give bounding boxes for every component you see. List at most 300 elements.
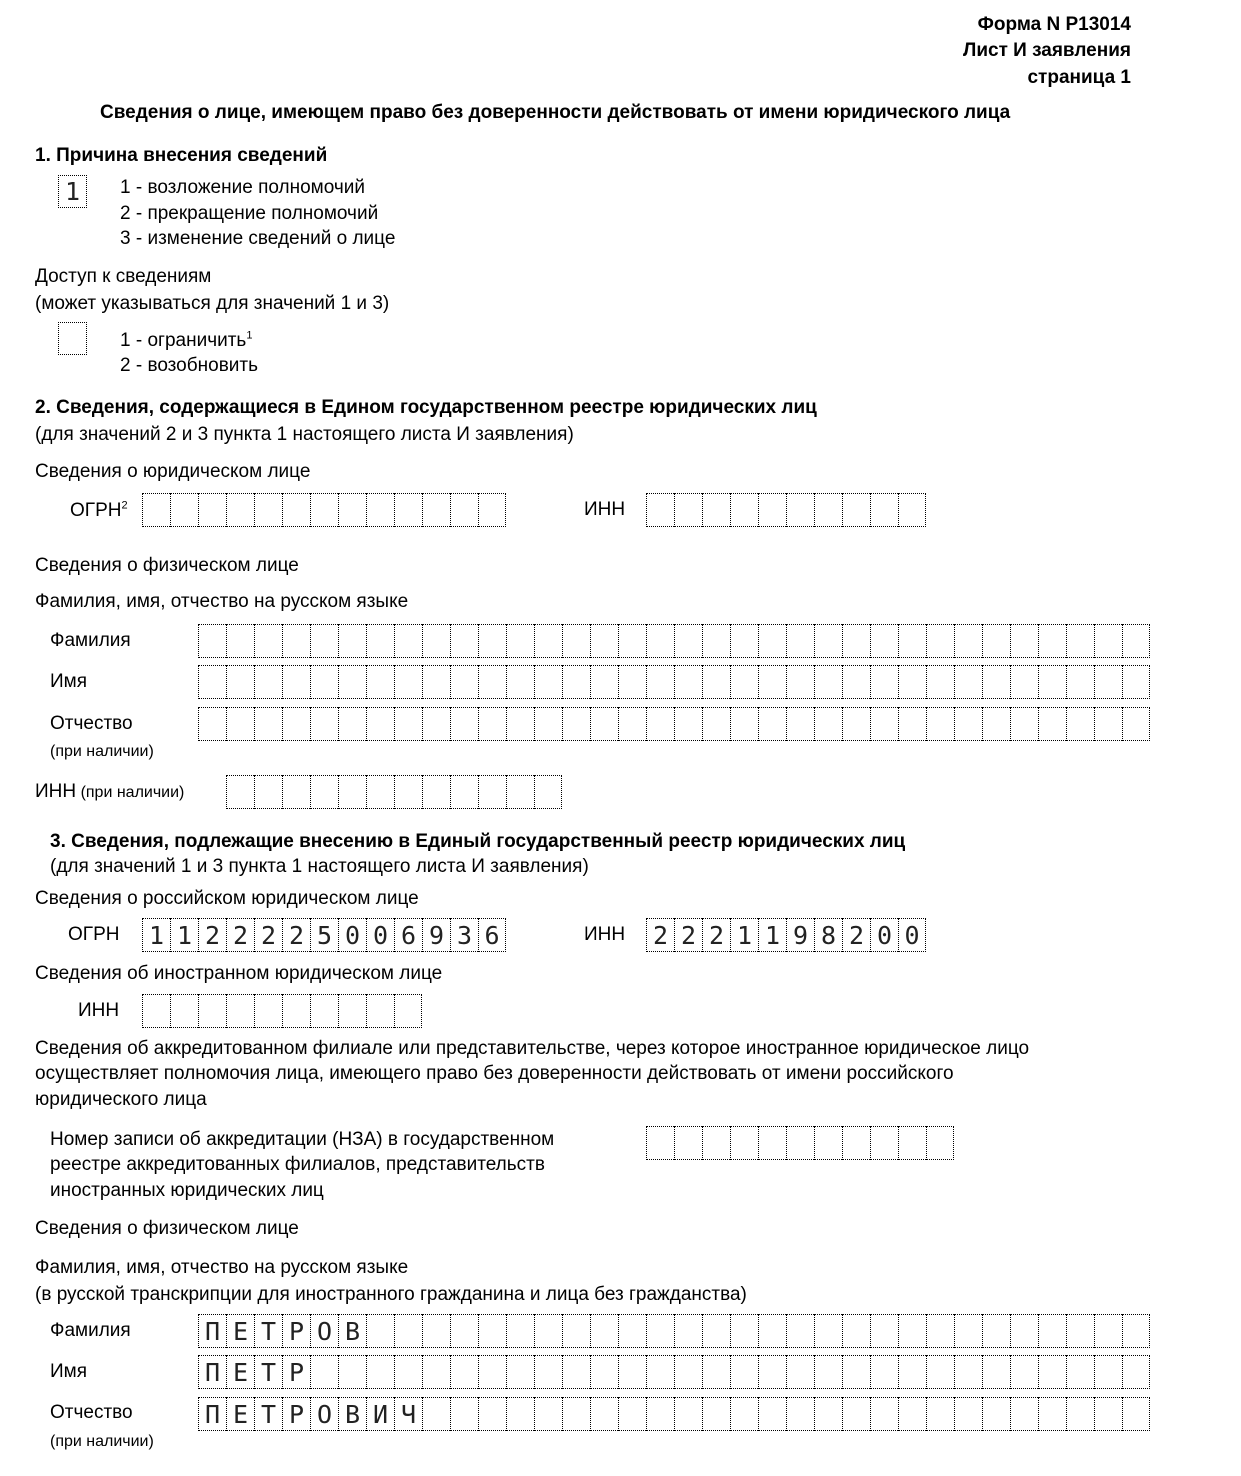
s2-patronymic-field-cell[interactable]	[1094, 707, 1122, 741]
access-field[interactable]	[58, 322, 87, 355]
s2-patronymic-field-cell[interactable]	[982, 707, 1010, 741]
s2-ogrn-field-cell[interactable]	[422, 493, 450, 527]
s3-nza-field-cell[interactable]	[870, 1126, 898, 1160]
s2-patronymic-field-cell[interactable]	[926, 707, 954, 741]
s2-patronymic-field-cell[interactable]	[366, 707, 394, 741]
s3-foreign-inn-field-cell[interactable]	[142, 994, 170, 1028]
s3-patronymic-field-cell[interactable]: И	[366, 1397, 394, 1431]
s2-name-field-cell[interactable]	[590, 665, 618, 699]
s3-surname-field-cell[interactable]	[422, 1314, 450, 1348]
s2-name-field-cell[interactable]	[674, 665, 702, 699]
s2-patronymic-field-cell[interactable]	[1010, 707, 1038, 741]
s2-ogrn-field-cell[interactable]	[198, 493, 226, 527]
s3-ogrn-field-cell[interactable]: 2	[282, 918, 310, 952]
s3-patronymic-field-cell[interactable]	[422, 1397, 450, 1431]
s3-surname-field-cell[interactable]: Р	[282, 1314, 310, 1348]
s2-surname-field-cell[interactable]	[226, 624, 254, 658]
s3-inn-field-cell[interactable]: 9	[786, 918, 814, 952]
s3-surname-field-cell[interactable]	[478, 1314, 506, 1348]
s2-name-field-cell[interactable]	[534, 665, 562, 699]
s2-surname-field-cell[interactable]	[954, 624, 982, 658]
s3-nza-field-cell[interactable]	[758, 1126, 786, 1160]
s2-surname-field-cell[interactable]	[394, 624, 422, 658]
s3-patronymic-field-cell[interactable]	[1066, 1397, 1094, 1431]
s3-patronymic-field-cell[interactable]	[534, 1397, 562, 1431]
s3-ogrn-field-cell[interactable]: 2	[226, 918, 254, 952]
s3-foreign-inn-field-cell[interactable]	[366, 994, 394, 1028]
s3-name-field-cell[interactable]	[786, 1355, 814, 1389]
s2-ogrn-field-cell[interactable]	[450, 493, 478, 527]
s2-ogrn-field-cell[interactable]	[394, 493, 422, 527]
s3-name-field-cell[interactable]	[478, 1355, 506, 1389]
s2-surname-field[interactable]	[198, 624, 1150, 658]
s2-person-inn-field-cell[interactable]	[506, 775, 534, 809]
s2-name-field-cell[interactable]	[562, 665, 590, 699]
s3-patronymic-field-cell[interactable]	[786, 1397, 814, 1431]
s3-surname-field-cell[interactable]	[450, 1314, 478, 1348]
s3-name-field-cell[interactable]	[702, 1355, 730, 1389]
s3-patronymic-field-cell[interactable]	[842, 1397, 870, 1431]
s3-nza-field-cell[interactable]	[674, 1126, 702, 1160]
s2-ogrn-field-cell[interactable]	[142, 493, 170, 527]
s2-patronymic-field-cell[interactable]	[1066, 707, 1094, 741]
s2-ogrn-field-cell[interactable]	[170, 493, 198, 527]
s3-surname-field-cell[interactable]: О	[310, 1314, 338, 1348]
s3-patronymic-field-cell[interactable]	[1010, 1397, 1038, 1431]
s2-patronymic-field-cell[interactable]	[758, 707, 786, 741]
s2-name-field-cell[interactable]	[1066, 665, 1094, 699]
s3-nza-field[interactable]	[646, 1126, 954, 1160]
s3-patronymic-field-cell[interactable]: Ч	[394, 1397, 422, 1431]
s2-surname-field-cell[interactable]	[422, 624, 450, 658]
s2-patronymic-field-cell[interactable]	[450, 707, 478, 741]
s2-name-field[interactable]	[198, 665, 1150, 699]
s2-ogrn-field-cell[interactable]	[254, 493, 282, 527]
s3-inn-field[interactable]	[646, 918, 926, 952]
s2-name-field-cell[interactable]	[954, 665, 982, 699]
s3-inn-field-cell[interactable]: 8	[814, 918, 842, 952]
s3-inn-field-cell[interactable]: 1	[730, 918, 758, 952]
s2-patronymic-field-cell[interactable]	[618, 707, 646, 741]
s3-name-field-cell[interactable]	[646, 1355, 674, 1389]
s2-patronymic-field-cell[interactable]	[478, 707, 506, 741]
s3-patronymic-field-cell[interactable]	[730, 1397, 758, 1431]
s3-foreign-inn-field-cell[interactable]	[338, 994, 366, 1028]
s3-surname-field-cell[interactable]	[954, 1314, 982, 1348]
s3-surname-field-cell[interactable]	[842, 1314, 870, 1348]
s3-name-field-cell[interactable]	[506, 1355, 534, 1389]
s2-surname-field-cell[interactable]	[590, 624, 618, 658]
s2-name-field-cell[interactable]	[842, 665, 870, 699]
s2-name-field-cell[interactable]	[618, 665, 646, 699]
s3-surname-field-cell[interactable]	[870, 1314, 898, 1348]
s3-surname-field-cell[interactable]	[1122, 1314, 1150, 1348]
s2-person-inn-field-cell[interactable]	[282, 775, 310, 809]
s2-ogrn-field-cell[interactable]	[310, 493, 338, 527]
s3-surname-field-cell[interactable]	[982, 1314, 1010, 1348]
s2-name-field-cell[interactable]	[702, 665, 730, 699]
s2-surname-field-cell[interactable]	[282, 624, 310, 658]
s2-surname-field-cell[interactable]	[702, 624, 730, 658]
s2-patronymic-field-cell[interactable]	[1038, 707, 1066, 741]
s3-name-field-cell[interactable]	[926, 1355, 954, 1389]
s2-surname-field-cell[interactable]	[254, 624, 282, 658]
s2-person-inn-field-cell[interactable]	[366, 775, 394, 809]
s2-surname-field-cell[interactable]	[730, 624, 758, 658]
s2-inn-field-cell[interactable]	[702, 493, 730, 527]
s2-ogrn-field-cell[interactable]	[282, 493, 310, 527]
s2-name-field-cell[interactable]	[786, 665, 814, 699]
s2-name-field-cell[interactable]	[870, 665, 898, 699]
s3-patronymic-field-cell[interactable]	[1038, 1397, 1066, 1431]
s2-surname-field-cell[interactable]	[618, 624, 646, 658]
s3-patronymic-field-cell[interactable]: Р	[282, 1397, 310, 1431]
s2-name-field-cell[interactable]	[366, 665, 394, 699]
s3-surname-field-cell[interactable]	[646, 1314, 674, 1348]
s3-patronymic-field-cell[interactable]	[982, 1397, 1010, 1431]
s2-patronymic-field-cell[interactable]	[198, 707, 226, 741]
s2-inn-field-cell[interactable]	[842, 493, 870, 527]
s3-inn-field-cell[interactable]: 2	[702, 918, 730, 952]
s3-ogrn-field[interactable]	[142, 918, 506, 952]
s3-surname-field-cell[interactable]	[814, 1314, 842, 1348]
s2-person-inn-field-cell[interactable]	[534, 775, 562, 809]
s3-surname-field-cell[interactable]: Е	[226, 1314, 254, 1348]
s2-inn-field-cell[interactable]	[870, 493, 898, 527]
s3-name-field-cell[interactable]	[534, 1355, 562, 1389]
s3-surname-field-cell[interactable]	[926, 1314, 954, 1348]
s2-name-field-cell[interactable]	[646, 665, 674, 699]
s3-name-field-cell[interactable]	[674, 1355, 702, 1389]
s3-nza-field-cell[interactable]	[926, 1126, 954, 1160]
s3-surname-field-cell[interactable]	[730, 1314, 758, 1348]
s3-ogrn-field-cell[interactable]: 6	[478, 918, 506, 952]
s2-ogrn-field-cell[interactable]	[226, 493, 254, 527]
s2-patronymic-field-cell[interactable]	[730, 707, 758, 741]
s2-patronymic-field-cell[interactable]	[898, 707, 926, 741]
s3-name-field-cell[interactable]	[982, 1355, 1010, 1389]
s3-name-field-cell[interactable]: Р	[282, 1355, 310, 1389]
s3-name-field-cell[interactable]	[842, 1355, 870, 1389]
s3-patronymic-field-cell[interactable]: П	[198, 1397, 226, 1431]
s3-name-field-cell[interactable]	[338, 1355, 366, 1389]
s3-patronymic-field-cell[interactable]	[1122, 1397, 1150, 1431]
s2-patronymic-field-cell[interactable]	[842, 707, 870, 741]
s3-nza-field-cell[interactable]	[702, 1126, 730, 1160]
s3-patronymic-field-cell[interactable]	[478, 1397, 506, 1431]
s2-surname-field-cell[interactable]	[786, 624, 814, 658]
s3-inn-field-cell[interactable]: 1	[758, 918, 786, 952]
s3-surname-field-cell[interactable]: П	[198, 1314, 226, 1348]
s2-surname-field-cell[interactable]	[926, 624, 954, 658]
s3-surname-field-cell[interactable]	[702, 1314, 730, 1348]
s3-name-field-cell[interactable]	[366, 1355, 394, 1389]
s2-name-field-cell[interactable]	[730, 665, 758, 699]
s3-name-field-cell[interactable]	[394, 1355, 422, 1389]
s3-surname-field-cell[interactable]	[1094, 1314, 1122, 1348]
s2-name-field-cell[interactable]	[1038, 665, 1066, 699]
s2-surname-field-cell[interactable]	[898, 624, 926, 658]
s2-ogrn-field[interactable]	[142, 493, 506, 527]
s3-patronymic-field-cell[interactable]	[674, 1397, 702, 1431]
s3-surname-field-cell[interactable]	[394, 1314, 422, 1348]
s2-name-field-cell[interactable]	[282, 665, 310, 699]
s3-name-field-cell[interactable]	[422, 1355, 450, 1389]
s3-surname-field-cell[interactable]	[562, 1314, 590, 1348]
s3-foreign-inn-field-cell[interactable]	[198, 994, 226, 1028]
s2-patronymic-field-cell[interactable]	[534, 707, 562, 741]
s2-patronymic-field-cell[interactable]	[226, 707, 254, 741]
s3-name-field-cell[interactable]	[730, 1355, 758, 1389]
s2-person-inn-field-cell[interactable]	[450, 775, 478, 809]
s3-nza-field-cell[interactable]	[814, 1126, 842, 1160]
s3-surname-field-cell[interactable]	[674, 1314, 702, 1348]
s2-name-field-cell[interactable]	[394, 665, 422, 699]
s2-patronymic-field-cell[interactable]	[422, 707, 450, 741]
s2-surname-field-cell[interactable]	[366, 624, 394, 658]
s2-patronymic-field-cell[interactable]	[394, 707, 422, 741]
s2-patronymic-field-cell[interactable]	[646, 707, 674, 741]
s2-name-field-cell[interactable]	[898, 665, 926, 699]
s3-patronymic-field-cell[interactable]	[758, 1397, 786, 1431]
s2-surname-field-cell[interactable]	[1066, 624, 1094, 658]
s2-name-field-cell[interactable]	[478, 665, 506, 699]
s2-person-inn-field-cell[interactable]	[394, 775, 422, 809]
s2-name-field-cell[interactable]	[982, 665, 1010, 699]
s3-inn-field-cell[interactable]: 2	[646, 918, 674, 952]
s3-surname-field-cell[interactable]	[366, 1314, 394, 1348]
s3-name-field[interactable]	[198, 1355, 1150, 1389]
s2-inn-field-cell[interactable]	[674, 493, 702, 527]
s3-surname-field-cell[interactable]: В	[338, 1314, 366, 1348]
s3-inn-field-cell[interactable]: 2	[674, 918, 702, 952]
s3-name-field-cell[interactable]	[814, 1355, 842, 1389]
s2-inn-field[interactable]	[646, 493, 926, 527]
s3-ogrn-field-cell[interactable]: 1	[170, 918, 198, 952]
s3-name-field-cell[interactable]	[954, 1355, 982, 1389]
s3-patronymic-field[interactable]	[198, 1397, 1150, 1431]
s3-patronymic-field-cell[interactable]	[506, 1397, 534, 1431]
s2-surname-field-cell[interactable]	[338, 624, 366, 658]
s3-foreign-inn-field[interactable]	[142, 994, 422, 1028]
s3-surname-field-cell[interactable]	[1038, 1314, 1066, 1348]
s2-name-label: Имя	[50, 671, 88, 692]
s3-nza-field-cell[interactable]	[786, 1126, 814, 1160]
s2-inn-field-cell[interactable]	[730, 493, 758, 527]
s2-patronymic-field-cell[interactable]	[310, 707, 338, 741]
s2-patronymic-field-cell[interactable]	[814, 707, 842, 741]
s3-patronymic-field-cell[interactable]	[1094, 1397, 1122, 1431]
s3-ogrn-field-cell[interactable]: 2	[254, 918, 282, 952]
s2-inn-field-cell[interactable]	[814, 493, 842, 527]
s2-person-inn-field-cell[interactable]	[310, 775, 338, 809]
s3-patronymic-field-cell[interactable]	[646, 1397, 674, 1431]
s2-patronymic-field-cell[interactable]	[506, 707, 534, 741]
s3-ogrn-field-cell[interactable]: 2	[198, 918, 226, 952]
s3-ogrn-field-cell[interactable]: 5	[310, 918, 338, 952]
s3-foreign-inn-field-cell[interactable]	[226, 994, 254, 1028]
s3-ogrn-field-cell[interactable]: 0	[366, 918, 394, 952]
s2-person-inn-field-cell[interactable]	[226, 775, 254, 809]
s3-patronymic-field-cell[interactable]	[450, 1397, 478, 1431]
s2-surname-field-cell[interactable]	[870, 624, 898, 658]
s3-name-field-cell[interactable]: Т	[254, 1355, 282, 1389]
s3-ogrn-field-cell[interactable]: 6	[394, 918, 422, 952]
s2-person-inn-field-cell[interactable]	[478, 775, 506, 809]
s2-inn-field-cell[interactable]	[758, 493, 786, 527]
s2-patronymic-field-cell[interactable]	[282, 707, 310, 741]
s2-surname-field-cell[interactable]	[450, 624, 478, 658]
s3-ogrn-label: ОГРН	[68, 924, 120, 945]
s3-foreign-inn-field-cell[interactable]	[282, 994, 310, 1028]
s3-name-field-cell[interactable]: П	[198, 1355, 226, 1389]
s2-surname-field-cell[interactable]	[814, 624, 842, 658]
s2-name-field-cell[interactable]	[310, 665, 338, 699]
reason-field[interactable]: 1	[58, 175, 87, 208]
s3-patronymic-field-cell[interactable]: Е	[226, 1397, 254, 1431]
s2-patronymic-field-cell[interactable]	[702, 707, 730, 741]
s2-inn-field-cell[interactable]	[646, 493, 674, 527]
s3-name-field-cell[interactable]	[1038, 1355, 1066, 1389]
s2-surname-field-cell[interactable]	[1094, 624, 1122, 658]
s2-surname-field-cell[interactable]	[506, 624, 534, 658]
s2-patronymic-field[interactable]	[198, 707, 1150, 741]
s3-patronymic-field-cell[interactable]	[870, 1397, 898, 1431]
s2-name-field-cell[interactable]	[758, 665, 786, 699]
s2-ogrn-field-cell[interactable]	[366, 493, 394, 527]
s2-ogrn-field-cell[interactable]	[338, 493, 366, 527]
s3-foreign-inn-field-cell[interactable]	[170, 994, 198, 1028]
s2-person-inn-field-cell[interactable]	[254, 775, 282, 809]
s2-ogrn-field-cell[interactable]	[478, 493, 506, 527]
s3-patronymic-field-cell[interactable]	[590, 1397, 618, 1431]
s2-surname-field-cell[interactable]	[1122, 624, 1150, 658]
s3-nza-field-cell[interactable]	[842, 1126, 870, 1160]
s2-patronymic-field-cell[interactable]	[338, 707, 366, 741]
s3-patronymic-field-cell[interactable]: Т	[254, 1397, 282, 1431]
s2-surname-field-cell[interactable]	[1010, 624, 1038, 658]
s2-surname-field-cell[interactable]	[646, 624, 674, 658]
s3-nza-field-cell[interactable]	[730, 1126, 758, 1160]
s2-surname-field-cell[interactable]	[842, 624, 870, 658]
s3-name-field-cell[interactable]	[1066, 1355, 1094, 1389]
s3-surname-field-cell[interactable]	[1010, 1314, 1038, 1348]
s3-surname-field-cell[interactable]	[618, 1314, 646, 1348]
s3-surname-field-cell[interactable]: Т	[254, 1314, 282, 1348]
s2-name-field-cell[interactable]	[1122, 665, 1150, 699]
s2-person-inn-field[interactable]	[226, 775, 562, 809]
s3-name-field-cell[interactable]	[898, 1355, 926, 1389]
s3-ogrn-field-cell[interactable]: 0	[338, 918, 366, 952]
s3-surname-field-cell[interactable]	[590, 1314, 618, 1348]
s3-inn-field-cell[interactable]: 2	[842, 918, 870, 952]
s3-name-field-cell[interactable]	[758, 1355, 786, 1389]
s2-inn-field-cell[interactable]	[898, 493, 926, 527]
s3-name-field-cell[interactable]	[562, 1355, 590, 1389]
s3-name-field-cell[interactable]	[310, 1355, 338, 1389]
s3-foreign-inn-field-cell[interactable]	[394, 994, 422, 1028]
s2-patronymic-field-cell[interactable]	[870, 707, 898, 741]
s2-patronymic-field-cell[interactable]	[590, 707, 618, 741]
s3-surname-field-cell[interactable]	[898, 1314, 926, 1348]
s2-surname-field-cell[interactable]	[674, 624, 702, 658]
s3-surname-field-cell[interactable]	[758, 1314, 786, 1348]
s2-name-field-cell[interactable]	[198, 665, 226, 699]
s2-name-field-cell[interactable]	[1094, 665, 1122, 699]
s3-patronymic-field-cell[interactable]	[926, 1397, 954, 1431]
s3-patronymic-field-cell[interactable]	[954, 1397, 982, 1431]
s3-name-field-cell[interactable]	[1122, 1355, 1150, 1389]
s2-name-field-cell[interactable]	[450, 665, 478, 699]
s2-name-field-cell[interactable]	[338, 665, 366, 699]
s2-name-field-cell[interactable]	[814, 665, 842, 699]
s3-patronymic-field-cell[interactable]: О	[310, 1397, 338, 1431]
s3-patronymic-field-cell[interactable]	[898, 1397, 926, 1431]
s2-patronymic-field-cell[interactable]	[1122, 707, 1150, 741]
s3-patronymic-field-cell[interactable]: В	[338, 1397, 366, 1431]
s2-name-field-cell[interactable]	[506, 665, 534, 699]
s2-surname-field-cell[interactable]	[562, 624, 590, 658]
s3-surname-field[interactable]	[198, 1314, 1150, 1348]
s2-name-field-cell[interactable]	[1010, 665, 1038, 699]
s2-surname-field-cell[interactable]	[1038, 624, 1066, 658]
s2-surname-field-cell[interactable]	[534, 624, 562, 658]
s3-name-field-cell[interactable]	[450, 1355, 478, 1389]
s3-name-field-cell[interactable]	[870, 1355, 898, 1389]
s3-name-field-cell[interactable]	[1094, 1355, 1122, 1389]
s3-patronymic-field-cell[interactable]	[702, 1397, 730, 1431]
s3-patronymic-field-cell[interactable]	[618, 1397, 646, 1431]
s3-nza-field-cell[interactable]	[646, 1126, 674, 1160]
s2-patronymic-field-cell[interactable]	[674, 707, 702, 741]
s2-patronymic-field-cell[interactable]	[562, 707, 590, 741]
s3-ogrn-field-cell[interactable]: 3	[450, 918, 478, 952]
s2-surname-field-cell[interactable]	[198, 624, 226, 658]
s3-name-field-cell[interactable]: Е	[226, 1355, 254, 1389]
s3-patronymic-field-cell[interactable]	[562, 1397, 590, 1431]
s2-patronymic-field-cell[interactable]	[254, 707, 282, 741]
s2-name-field-cell[interactable]	[926, 665, 954, 699]
s2-patronymic-field-cell[interactable]	[954, 707, 982, 741]
s2-patronymic-field-cell[interactable]	[786, 707, 814, 741]
s2-person-inn-field-cell[interactable]	[338, 775, 366, 809]
s3-inn-field-cell[interactable]: 0	[898, 918, 926, 952]
s3-surname-field-cell[interactable]	[1066, 1314, 1094, 1348]
s3-ogrn-field-cell[interactable]: 9	[422, 918, 450, 952]
s3-surname-field-cell[interactable]	[506, 1314, 534, 1348]
s2-name-field-cell[interactable]	[422, 665, 450, 699]
s3-surname-field-cell[interactable]	[534, 1314, 562, 1348]
s3-surname-field-cell[interactable]	[786, 1314, 814, 1348]
s3-name-field-cell[interactable]	[1010, 1355, 1038, 1389]
s3-ogrn-field-cell[interactable]: 1	[142, 918, 170, 952]
s2-inn-field-cell[interactable]	[786, 493, 814, 527]
s2-surname-field-cell[interactable]	[310, 624, 338, 658]
s2-name-field-cell[interactable]	[254, 665, 282, 699]
s2-surname-field-cell[interactable]	[758, 624, 786, 658]
s3-inn-field-cell[interactable]: 0	[870, 918, 898, 952]
s3-patronymic-field-cell[interactable]	[814, 1397, 842, 1431]
s3-name-field-cell[interactable]	[618, 1355, 646, 1389]
s2-surname-field-cell[interactable]	[982, 624, 1010, 658]
s2-surname-field-cell[interactable]	[478, 624, 506, 658]
s3-foreign-inn-field-cell[interactable]	[254, 994, 282, 1028]
s3-name-field-cell[interactable]	[590, 1355, 618, 1389]
s2-name-field-cell[interactable]	[226, 665, 254, 699]
s3-nza-field-cell[interactable]	[898, 1126, 926, 1160]
s2-person-inn-field-cell[interactable]	[422, 775, 450, 809]
s3-foreign-inn-field-cell[interactable]	[310, 994, 338, 1028]
